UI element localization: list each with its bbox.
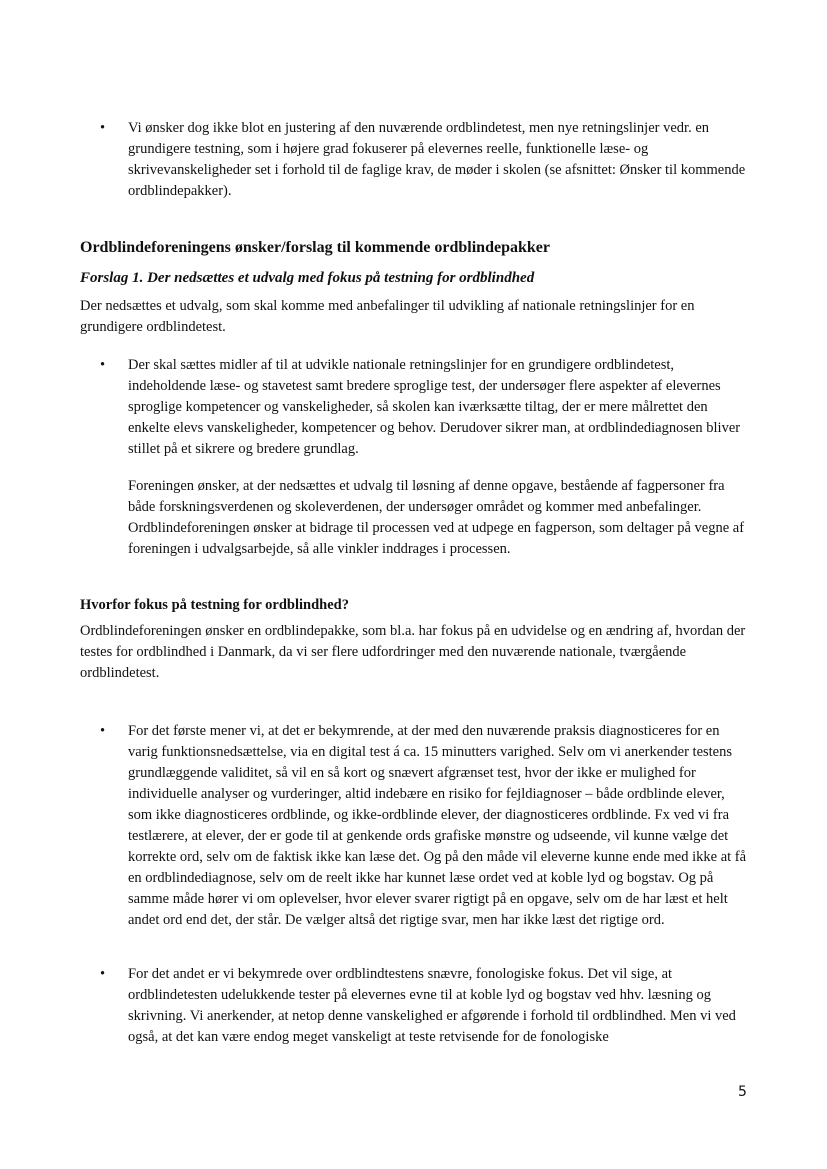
- list-item: [100, 118, 750, 202]
- list-item: [100, 964, 750, 1048]
- section-heading: Ordblindeforeningens ønsker/forslag til kommende ordblindepakker: [80, 239, 550, 256]
- proposal-heading: Forslag 1. Der nedsættes et udvalg med fokus på testning for ordblindhed: [80, 270, 535, 286]
- bullet-marker: •: [100, 120, 106, 136]
- bullet-marker: •: [100, 723, 106, 739]
- bullet-text: Der skal sættes midler af til at udvikle nationale retningslinjer for en grundigere ordblindetest, indeholdende læse- og stavetest samt bredere sproglige test, der undersøger flere aspekter af elevernes sproglige kompetencer og vanskeligheder, så skolen kan iværksætte tiltag, der er mere målrettet den enkelte elevs vanskeligheder, kompetencer og behov. Derudover sikrer man, at ordblindediagnosen bliver stillet på et sikrere og bredere grundlag.: [128, 357, 741, 457]
- bullet-text: For det første mener vi, at det er bekymrende, at der med den nuværende praksis diagnosticeres for en varig funktionsnedsættelse, via en digital test á ca. 15 minutters varighed. Selv om vi anerkender testens grundlæggende validitet, så vil en så kort og snævert afgrænset test, hvor der ikke er mulighed for individuelle analyser og vurderinger, altid indebære en risiko for fejldiagnoser – både ordblinde elever, som ikke diagnosticeres ordblinde, og ikke-ordblinde elever, der diagnosticeres ordblinde. Fx ved vi fra testlærere, at elever, der er gode til at genkende ords grafiske mønstre og udseende, vil kunne vælge det korrekte ord, selv om de faktisk ikke kan læse det. Og på den måde vil eleverne kunne ende med ikke at få en ordblindediagnose, selv om de reelt ikke har kunnet læse ordet ved at koble lyd og bogstav. Og på samme måde hører vi om oplevelser, hvor elever svarer rigtigt på en opgave, selv om de har læst et helt andet ord end det, der står. De vælger altså det rigtige svar, men har ikke læst det rigtige ord.: [128, 723, 747, 928]
- list-item: [100, 355, 750, 460]
- proposal-intro: Der nedsættes et udvalg, som skal komme med anbefalinger til udvikling af nationale retningslinjer for en grundigere ordblindetest.: [80, 298, 695, 335]
- bullet-marker: •: [100, 966, 106, 982]
- page-number: 5: [738, 1084, 747, 1100]
- why-intro: Ordblindeforeningen ønsker en ordblindepakke, som bl.a. har fokus på en udvidelse og en ændring af, hvordan der testes for ordblindhed i Danmark, da vi ser flere udfordringer med den nuværende nationale, tværgående ordblindetest.: [80, 623, 746, 681]
- proposal-followup: Foreningen ønsker, at der nedsættes et udvalg til løsning af denne opgave, bestående af fagpersoner fra både forskningsverdenen og skoleverdenen, der undersøger området og kommer med anbefalinger. Ordblindeforeningen ønsker at bidrage til processen ved at udpege en fagperson, som deltager på vegne af foreningen i udvalgsarbejde, så alle vinkler inddrages i processen.: [128, 478, 745, 557]
- bullet-text: Vi ønsker dog ikke blot en justering af den nuværende ordblindetest, men nye retningslinjer vedr. en grundigere testning, som i højere grad fokuserer på elevernes reelle, funktionelle læse- og skrivevanskeligheder set i forhold til de faglige krav, de møder i skolen (se afsnittet: Ønsker til kommende ordblindepakker).: [128, 120, 746, 199]
- bullet-text: For det andet er vi bekymrede over ordblindtestens snævre, fonologiske fokus. Det vil sige, at ordblindetesten udelukkende tester på elevernes evne til at koble lyd og bogstav ved hhv. læsning og skrivning. Vi anerkender, at netop denne vanskelighed er afgørende i forhold til ordblindhed. Men vi ved også, at det kan være endog meget vanskeligt at teste retvisende for de fonologiske: [128, 966, 736, 1045]
- why-heading: Hvorfor fokus på testning for ordblindhed?: [80, 597, 349, 613]
- bullet-marker: •: [100, 357, 106, 373]
- list-item: [100, 721, 750, 931]
